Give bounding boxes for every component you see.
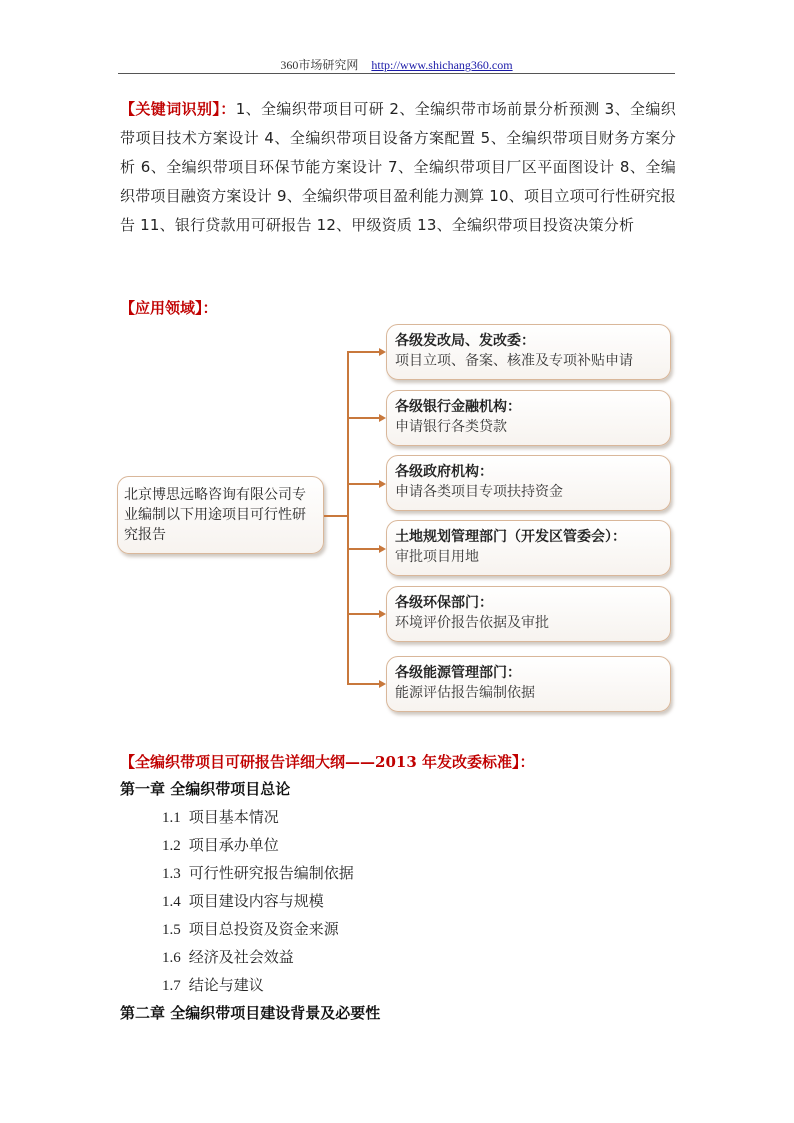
arrow-icon (379, 480, 386, 488)
connector-trunk-vertical (347, 351, 349, 684)
branch-line (347, 683, 381, 685)
item-text: 项目建设内容与规模 (188, 892, 324, 910)
item-text: 项目承办单位 (188, 836, 279, 854)
target-box-environment (386, 586, 671, 642)
keywords-paragraph (120, 95, 676, 240)
keywords-label: 【关键词识别】： (120, 100, 236, 118)
item-text: 可行性研究报告编制依据 (188, 864, 354, 882)
chapter-1-heading: 第一章 全编织带项目总论 (120, 780, 291, 798)
application-label: 【应用领域】： (120, 299, 218, 317)
site-url-link[interactable]: http://www.shichang360.com (371, 58, 513, 72)
target-box-energy (386, 656, 671, 712)
item-number: 1.3 (162, 866, 181, 882)
target-desc: 审批项目用地 (395, 549, 479, 565)
item-number: 1.2 (162, 838, 181, 854)
page-header (118, 56, 675, 73)
target-desc: 申请银行各类贷款 (395, 419, 507, 435)
item-number: 1.4 (162, 894, 181, 910)
outline-item (162, 974, 264, 995)
target-title: 各级银行金融机构： (395, 399, 521, 415)
target-desc: 项目立项、备案、核准及专项补贴申请 (395, 353, 633, 369)
keywords-text: 1、全编织带项目可研 2、全编织带市场前景分析预测 3、全编织带项目技术方案设计 4、全编织带项目设备方案配置 5、全编织带项目财务方案分析 6、全编织带项目环保节能方案设计 7、全编织带项目厂区平面图设计 8、全编织带项目融资方案设计 9、全编织带项目盈利能力测算 10、项目立项可行性研究报告 11、银行贷款用可研报告 12、甲级资质 13、全编织带项目投资决策分析 (120, 100, 676, 234)
arrow-icon (379, 610, 386, 618)
target-box-ndrc (386, 324, 671, 380)
target-desc: 环境评价报告依据及审批 (395, 615, 549, 631)
outline-item (162, 918, 339, 939)
target-desc: 申请各类项目专项扶持资金 (395, 484, 563, 500)
target-box-bank (386, 390, 671, 446)
item-text: 项目基本情况 (188, 808, 279, 826)
outline-item (162, 890, 324, 911)
branch-line (347, 351, 381, 353)
site-name: 360市场研究网 (280, 58, 359, 72)
target-title: 土地规划管理部门（开发区管委会）： (395, 529, 626, 545)
item-text: 项目总投资及资金来源 (188, 920, 339, 938)
arrow-icon (379, 348, 386, 356)
connector-trunk-horizontal (324, 515, 348, 517)
source-company-box: 北京博思远略咨询有限公司专业编制以下用途项目可行性研究报告 (117, 476, 324, 554)
item-number: 1.1 (162, 810, 181, 826)
outline-title: 【全编织带项目可研报告详细大纲——2013 年发改委标准】： (120, 753, 535, 771)
outline-item (162, 946, 294, 967)
header-divider (118, 73, 675, 74)
outline-item (162, 834, 279, 855)
target-box-land (386, 520, 671, 576)
target-desc: 能源评估报告编制依据 (395, 685, 535, 701)
item-number: 1.7 (162, 978, 181, 994)
branch-line (347, 613, 381, 615)
item-number: 1.6 (162, 950, 181, 966)
outline-item (162, 862, 354, 883)
branch-line (347, 548, 381, 550)
item-number: 1.5 (162, 922, 181, 938)
target-title: 各级发改局、发改委： (395, 333, 535, 349)
branch-line (347, 483, 381, 485)
item-text: 结论与建议 (188, 976, 264, 994)
arrow-icon (379, 414, 386, 422)
target-title: 各级能源管理部门： (395, 665, 521, 681)
chapter-2-heading: 第二章 全编织带项目建设背景及必要性 (120, 1004, 381, 1022)
target-title: 各级环保部门： (395, 595, 493, 611)
branch-line (347, 417, 381, 419)
item-text: 经济及社会效益 (188, 948, 294, 966)
target-box-government (386, 455, 671, 511)
target-title: 各级政府机构： (395, 464, 493, 480)
outline-item (162, 806, 279, 827)
arrow-icon (379, 680, 386, 688)
arrow-icon (379, 545, 386, 553)
